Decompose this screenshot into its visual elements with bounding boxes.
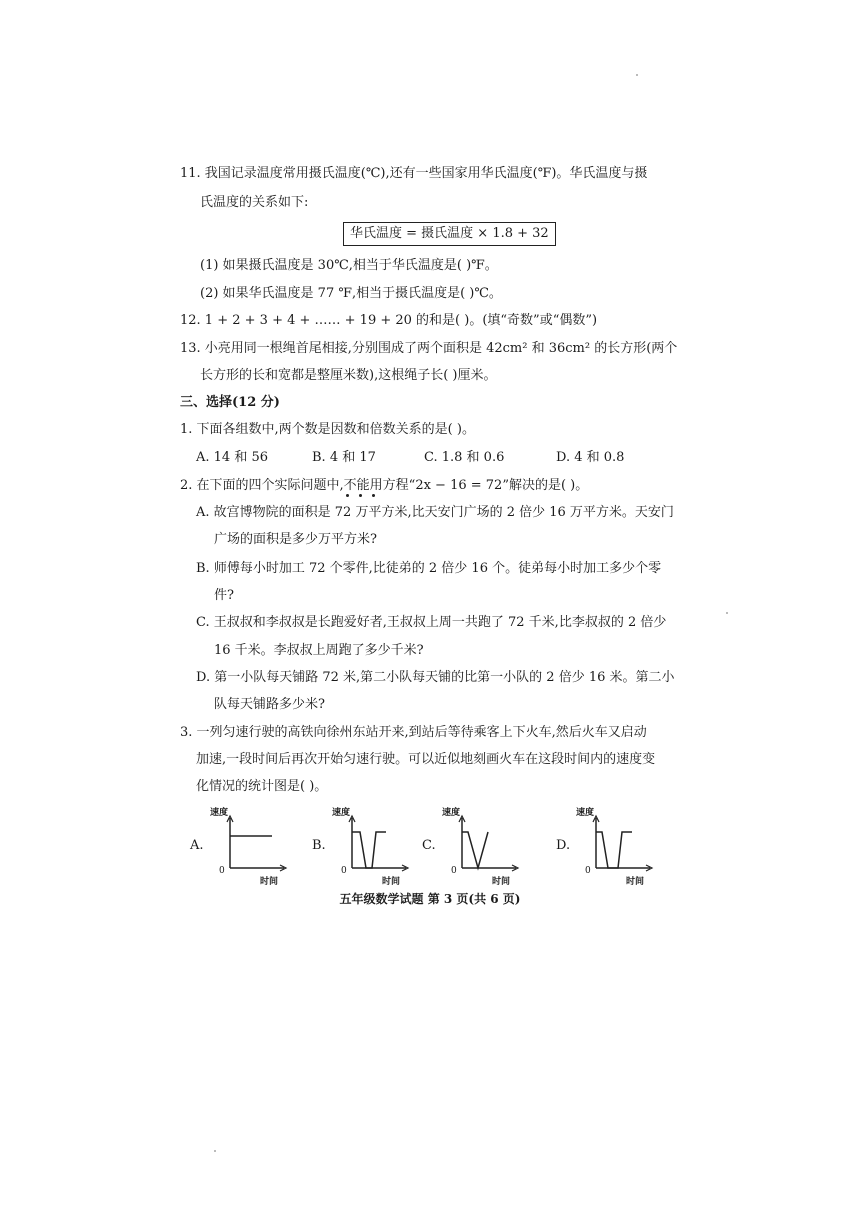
graph-d-letter: D. — [556, 838, 571, 853]
graph-d-xlabel: 时间 — [626, 877, 645, 887]
speed-time-graphs — [190, 802, 660, 892]
graph-c-plot — [440, 802, 520, 874]
q12-text: 12. 1 + 2 + 3 + 4 + …… + 19 + 20 的和是( )。(填“奇数”或“偶数”) — [180, 313, 598, 328]
graph-c-xlabel: 时间 — [492, 877, 511, 887]
c2-option-a-line2: 广场的面积是多少万平方米? — [214, 532, 377, 547]
graph-a — [190, 802, 300, 892]
graph-c-letter: C. — [422, 838, 436, 853]
graph-b-xlabel: 时间 — [382, 877, 401, 887]
c2-option-c-line1: C. 王叔叔和李叔叔是长跑爱好者,王叔叔上周一共跑了 72 千米,比李叔叔的 2 倍少 — [196, 615, 667, 630]
graph-d-ylabel: 速度 — [576, 808, 595, 818]
graph-d-plot — [574, 802, 654, 874]
graph-b-origin: 0 — [341, 866, 347, 876]
page-footer: 五年级数学试题 第 3 页(共 6 页) — [339, 892, 521, 906]
c1-option-d: D. 4 和 0.8 — [556, 450, 625, 465]
scan-speck — [214, 1150, 216, 1152]
graph-a-xlabel: 时间 — [260, 877, 279, 887]
graph-d — [556, 802, 666, 892]
graph-a-ylabel: 速度 — [210, 808, 229, 818]
emphasis-dot — [372, 494, 375, 497]
graph-d-origin: 0 — [585, 866, 591, 876]
emphasis-dot — [346, 494, 349, 497]
c2-option-d-line2: 队每天铺路多少米? — [214, 697, 325, 712]
c1-option-b: B. 4 和 17 — [312, 450, 376, 465]
c2-stem: 2. 在下面的四个实际问题中,不能用方程“2x − 16 = 72”解决的是( )。 — [180, 478, 589, 493]
graph-a-letter: A. — [190, 838, 204, 853]
graph-c — [422, 802, 532, 892]
c2-option-c-line2: 16 千米。李叔叔上周跑了多少千米? — [214, 643, 424, 658]
q11-part1: (1) 如果摄氏温度是 30℃,相当于华氏温度是( )℉。 — [200, 258, 498, 273]
c3-line3: 化情况的统计图是( )。 — [196, 779, 328, 794]
c1-option-c: C. 1.8 和 0.6 — [424, 450, 505, 465]
q11-line2: 氏温度的关系如下: — [200, 195, 309, 210]
c2-option-b-line2: 件? — [214, 588, 234, 603]
graph-b-plot — [330, 802, 410, 874]
q13-line2: 长方形的长和宽都是整厘米数),这根绳子长( )厘米。 — [200, 368, 497, 383]
q13-line1: 13. 小亮用同一根绳首尾相接,分别围成了两个面积是 42cm² 和 36cm² 的长方形(两个 — [180, 341, 678, 356]
c2-option-d-line1: D. 第一小队每天铺路 72 米,第二小队每天铺的比第一小队的 2 倍少 16 米。第二小 — [196, 670, 675, 685]
graph-c-ylabel: 速度 — [442, 808, 461, 818]
graph-a-plot — [208, 802, 288, 874]
c1-option-a: A. 14 和 56 — [196, 450, 269, 465]
graph-b-letter: B. — [312, 838, 326, 853]
c3-line1: 3. 一列匀速行驶的高铁向徐州东站开来,到站后等待乘客上下火车,然后火车又启动 — [180, 725, 647, 740]
graph-b-ylabel: 速度 — [332, 808, 351, 818]
c3-line2: 加速,一段时间后再次开始匀速行驶。可以近似地刻画火车在这段时间内的速度变 — [196, 752, 656, 767]
emphasis-dot — [359, 494, 362, 497]
graph-b — [312, 802, 422, 892]
scan-speck — [726, 612, 728, 614]
section3-title: 三、选择(12 分) — [180, 395, 280, 410]
q11-formula-box: 华氏温度 = 摄氏温度 × 1.8 + 32 — [343, 222, 556, 246]
q11-line1: 11. 我国记录温度常用摄氏温度(℃),还有一些国家用华氏温度(℉)。华氏温度与摄 — [180, 166, 648, 181]
graph-c-origin: 0 — [451, 866, 457, 876]
graph-a-origin: 0 — [219, 866, 225, 876]
c1-stem: 1. 下面各组数中,两个数是因数和倍数关系的是( )。 — [180, 422, 475, 437]
c2-option-a-line1: A. 故宫博物院的面积是 72 万平方米,比天安门广场的 2 倍少 16 万平方米。天安门 — [196, 505, 674, 520]
q11-part2: (2) 如果华氏温度是 77 ℉,相当于摄氏温度是( )℃。 — [200, 286, 502, 301]
scan-speck — [636, 74, 638, 76]
c2-option-b-line1: B. 师傅每小时加工 72 个零件,比徒弟的 2 倍少 16 个。徒弟每小时加工多少个零 — [196, 561, 662, 576]
